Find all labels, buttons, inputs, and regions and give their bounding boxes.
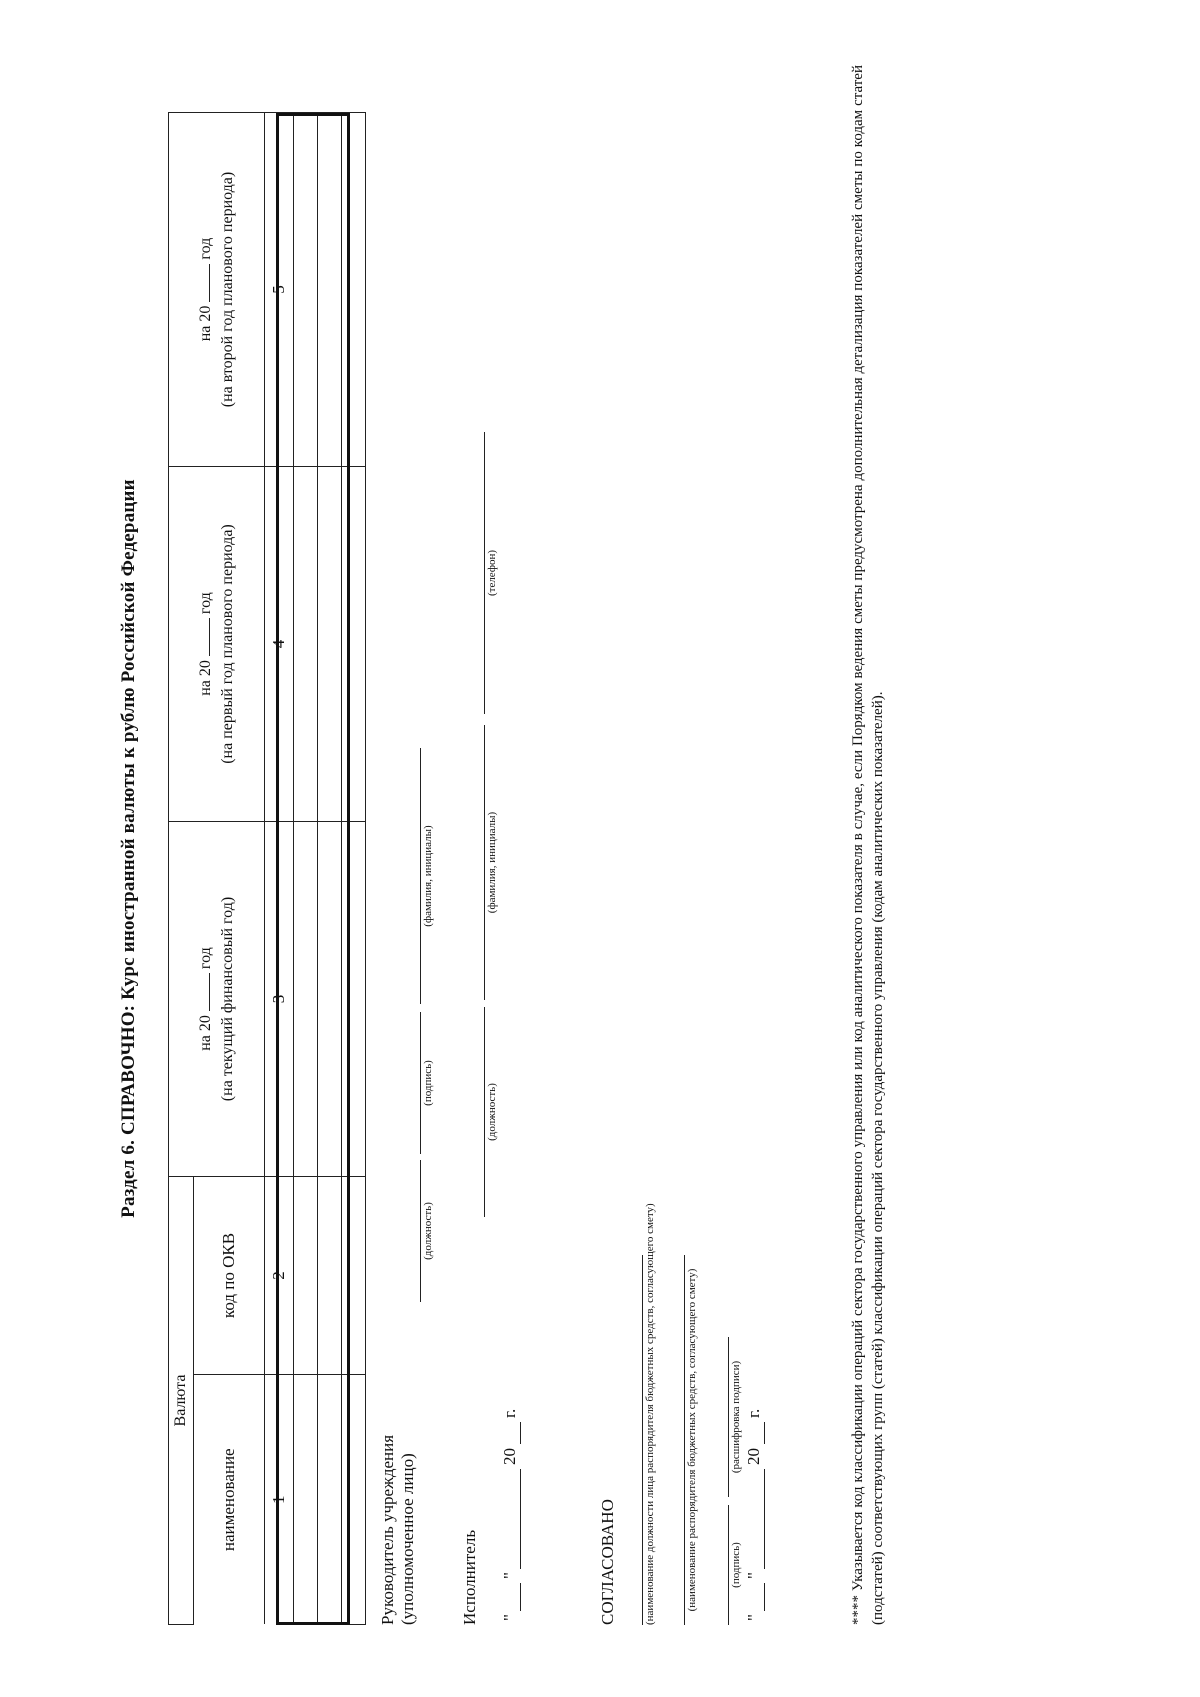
agreed-official-caption: (наименование должности лица распорядителя бюджетных средств, согласующего смету) [644,1203,656,1625]
table-row [294,113,318,1625]
col4-subtitle: (на первый год планового периода) [219,524,236,764]
table-cell [318,1375,342,1625]
col-number-3: 3 [265,822,294,1177]
executor-position-caption: (должность) [486,1083,498,1141]
table-header-row [169,113,194,1625]
agreed-date-year-prefix: 20 [744,1448,763,1465]
agreed-date-year-line [764,1422,765,1444]
col4-year-blank [194,618,210,656]
agreed-date-quote-open: " [744,1614,763,1621]
col-second-plan-year-header [169,113,265,467]
agreed-signature-caption: (подпись) [730,1542,742,1588]
table-cell [318,1177,342,1375]
executor-label: Исполнитель [460,1529,479,1625]
footnote: **** Указывается код классификации операций сектора государственного управления или код аналитического показателя в случае, если Порядком ведения сметы предусмотрена дополнительная детализация показателей сметы по кодам статей (подстатей) соответствующих групп (статей) классификации операций сектора государственного управления (кодам аналитических показателей). [850,65,886,1625]
table-row [342,113,366,1625]
col3-year-blank [194,973,210,1011]
head-position-line [420,1160,421,1302]
head-position-caption: (должность) [422,1202,434,1260]
executor-phone-caption: (телефон) [486,549,498,597]
agreed-label: СОГЛАСОВАНО [598,1499,617,1625]
col-first-plan-year-header [169,467,265,822]
col-number-4: 4 [265,467,294,822]
table-cell [294,113,318,467]
head-signature-line [420,1012,421,1154]
agreed-date-month-line [764,1469,765,1569]
table-cell [294,467,318,822]
date-quote-open: " [500,1614,519,1621]
table-cell [318,467,342,822]
table-cell [294,822,318,1177]
date-year-line [520,1422,521,1444]
head-label-line2: (уполномоченное лицо) [398,1453,417,1625]
col-current-year-header [169,822,265,1177]
agreed-date-day-line [764,1583,765,1611]
agreed-org-line [684,1255,685,1625]
table-cell [342,1375,366,1625]
table-cell [342,113,366,467]
agreed-date-year-suffix: г. [744,1408,763,1418]
col5-year-prefix: на 20 [197,305,214,342]
table-cell [318,113,342,467]
table-cell [342,822,366,1177]
agreed-decode-caption: (расшифровка подписи) [730,1360,742,1474]
col3-subtitle: (на текущий финансовый год) [219,896,236,1102]
col5-year-blank [194,264,210,302]
date-day-line [520,1583,521,1611]
table-row [318,113,342,1625]
date-year-suffix: г. [500,1408,519,1418]
col-number-5: 5 [265,113,294,467]
executor-name-caption: (фамилия, инициалы) [486,811,498,914]
head-name-caption: (фамилия, инициалы) [422,825,434,927]
date-year-prefix: 20 [500,1448,519,1465]
col3-year-prefix: на 20 [197,1015,214,1051]
col4-year-prefix: на 20 [197,660,214,696]
table-cell [294,1177,318,1375]
head-signature-caption: (подпись) [422,1060,434,1106]
agreed-signature-line [728,1505,729,1625]
executor-name-line [484,725,485,1000]
executor-phone-line [484,432,485,714]
currency-rate-table [168,112,366,1625]
col-okv-code-header: код по ОКВ [194,1177,265,1375]
section-title: Раздел 6. СПРАВОЧНО: Курс иностранной валюты к рублю Российской Федерации [118,479,139,1218]
col4-year-word: год [197,592,214,615]
agreed-org-caption: (наименование распорядителя бюджетных средств, согласующего смету) [686,1268,698,1612]
agreed-official-line [642,1255,643,1625]
col-name-header: наименование [194,1375,265,1625]
executor-position-line [484,1007,485,1217]
head-label-line1: Руководитель учреждения [378,1434,397,1625]
col5-subtitle: (на второй год планового периода) [219,171,236,408]
date-quote-close: " [500,1572,519,1579]
col5-year-word: год [197,237,214,260]
col3-year-word: год [197,947,214,970]
head-name-line [420,748,421,1004]
agreed-decode-line [728,1337,729,1497]
agreed-date-quote-close: " [744,1572,763,1579]
table-cell [318,822,342,1177]
table-cell [342,467,366,822]
table-cell [294,1375,318,1625]
currency-group-header: Валюта [169,1177,194,1625]
date-month-line [520,1469,521,1569]
table-cell [342,1177,366,1375]
column-numbers-row [265,113,294,1625]
col-number-1: 1 [265,1375,294,1625]
col-number-2: 2 [265,1177,294,1375]
